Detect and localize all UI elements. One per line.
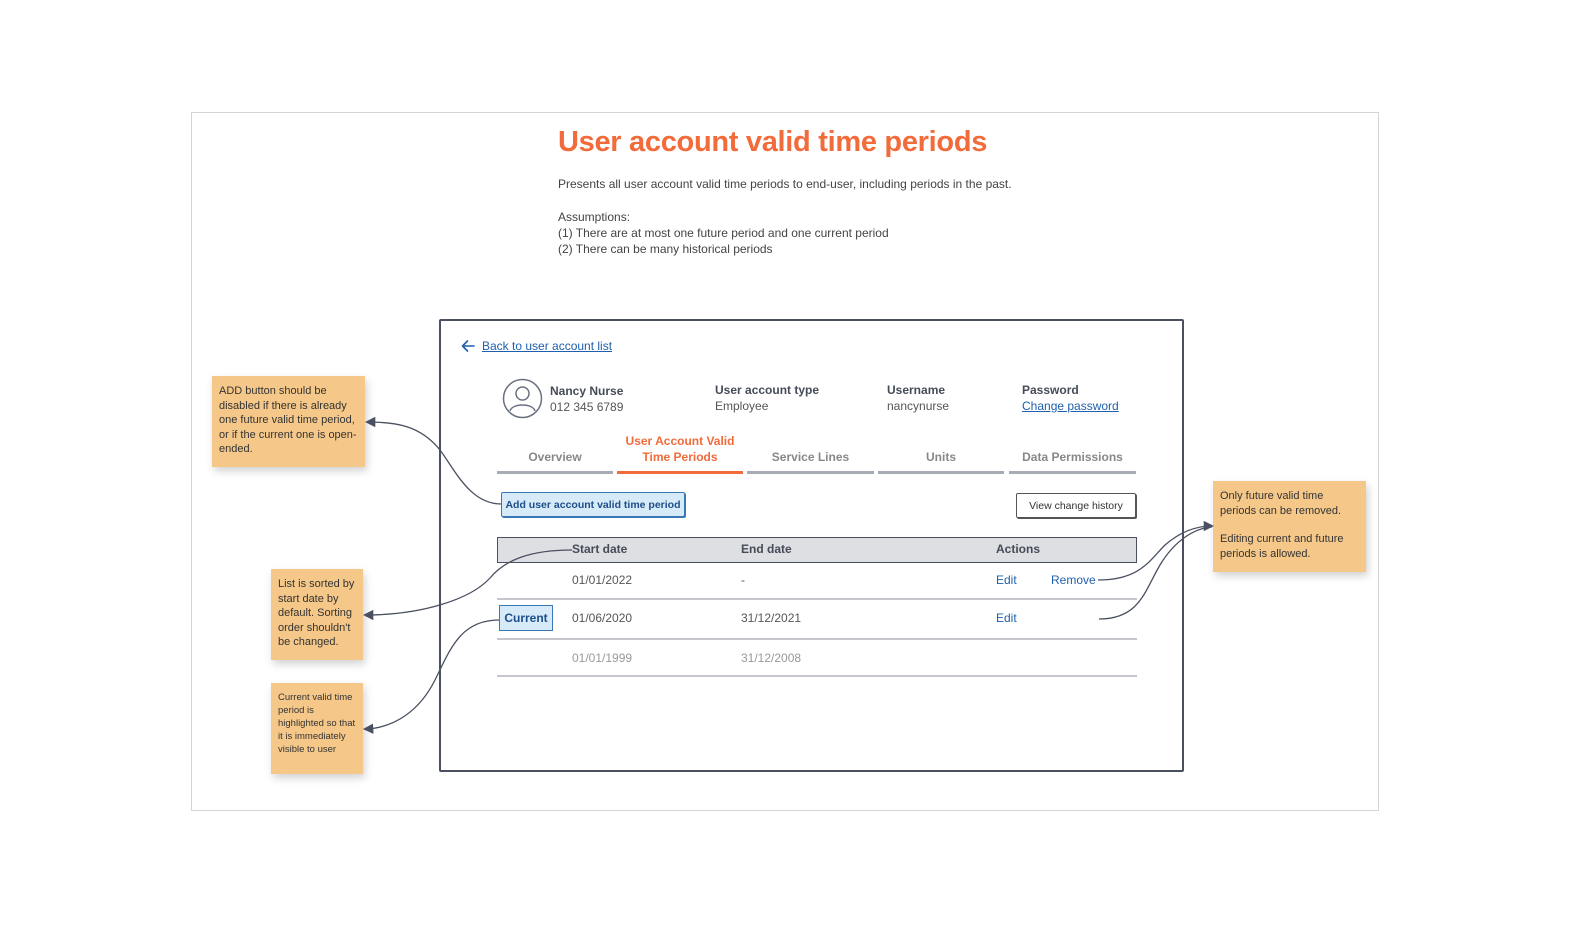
row-start-date: 01/06/2020 [572, 611, 633, 625]
view-change-history-button[interactable]: View change history [1016, 493, 1136, 518]
note-text: Editing current and future periods is allowed. [1220, 533, 1344, 560]
username-value: nancynurse [887, 399, 950, 413]
assumptions [558, 209, 889, 257]
sticky-note-actions [1213, 481, 1366, 572]
note-text: Only future valid time periods can be removed. [1220, 490, 1342, 517]
column-header-start-date[interactable]: Start date [572, 542, 628, 556]
edit-link[interactable]: Edit [996, 611, 1017, 625]
back-link-label[interactable]: Back to user account list [482, 339, 613, 353]
user-info [550, 383, 623, 415]
add-time-period-button[interactable]: Add user account valid time period [501, 492, 685, 517]
password [1022, 382, 1119, 414]
account-type-label: User account type [715, 383, 820, 397]
row-divider [497, 675, 1137, 677]
assumption-item: (2) There can be many historical periods [558, 242, 773, 256]
tab-data-permissions[interactable]: Data Permissions [1009, 436, 1136, 474]
username-label: Username [887, 383, 946, 397]
tab-units[interactable]: Units [878, 436, 1004, 474]
avatar-icon [502, 378, 543, 419]
tab-service-lines[interactable]: Service Lines [747, 436, 874, 474]
column-header-end-date: End date [741, 542, 792, 556]
user-name: Nancy Nurse [550, 384, 624, 398]
account-type-value: Employee [715, 399, 769, 413]
assumptions-heading: Assumptions: [558, 210, 631, 224]
tab-overview[interactable]: Overview [497, 436, 613, 474]
page-description: Presents all user account valid time periods to end-user, including periods in the past. [558, 177, 1012, 191]
assumption-item: (1) There are at most one future period and one current period [558, 226, 889, 240]
row-divider [497, 638, 1137, 640]
current-badge: Current [499, 605, 553, 631]
password-label: Password [1022, 383, 1079, 397]
edit-link[interactable]: Edit [996, 573, 1017, 587]
user-phone: 012 345 6789 [550, 400, 624, 414]
row-start-date: 01/01/1999 [572, 651, 633, 665]
arrow-left-icon [460, 338, 476, 354]
account-type [715, 382, 819, 414]
page-title: User account valid time periods [558, 126, 988, 158]
sticky-note-sorting: List is sorted by start date by default. Sorting order shouldn't be changed. [271, 569, 363, 660]
tab-valid-time-periods[interactable]: User Account Valid Time Periods [617, 436, 743, 474]
column-header-actions: Actions [996, 542, 1041, 556]
sticky-note-add-button: ADD button should be disabled if there is already one future valid time period, or if the current one is open-ended. [212, 376, 365, 467]
row-end-date: - [741, 573, 745, 587]
row-start-date: 01/01/2022 [572, 573, 633, 587]
row-end-date: 31/12/2008 [741, 651, 802, 665]
back-link[interactable] [460, 338, 612, 354]
remove-link[interactable]: Remove [1051, 573, 1096, 587]
username [887, 382, 949, 414]
row-end-date: 31/12/2021 [741, 611, 802, 625]
sticky-note-current: Current valid time period is highlighted so that it is immediately visible to user [271, 683, 363, 774]
change-password-link[interactable]: Change password [1022, 399, 1119, 413]
row-divider [497, 598, 1137, 600]
